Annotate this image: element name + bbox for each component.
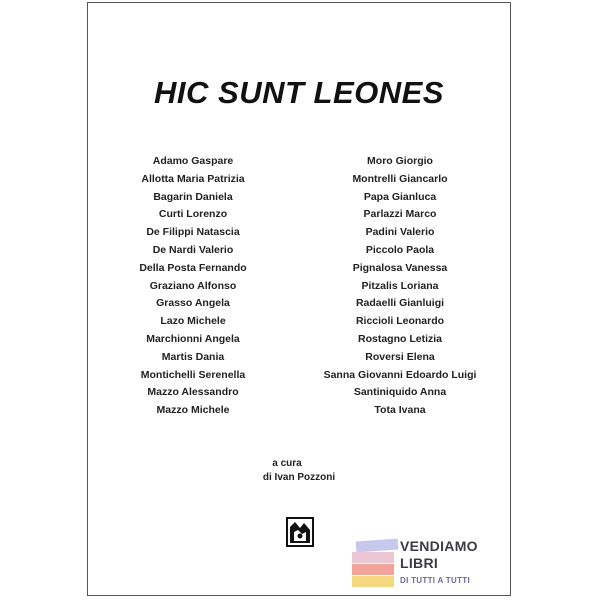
authors-right-column: [310, 153, 490, 420]
author-name: Montichelli Serenella: [140, 368, 246, 381]
author-name: Mazzo Michele: [156, 404, 230, 417]
book-cover: [87, 2, 511, 596]
author-name: Piccolo Paola: [365, 243, 435, 256]
author-name: Montrelli Giancarlo: [352, 172, 448, 185]
author-name: Pignalosa Vanessa: [352, 261, 448, 274]
author-name: Rostagno Letizia: [357, 332, 442, 345]
curator-prefix: a cura: [272, 458, 302, 469]
author-name: Curti Lorenzo: [158, 208, 228, 221]
badge-line-2: LIBRI: [400, 555, 439, 571]
curator-credit: [88, 457, 510, 485]
author-name: Padini Valerio: [365, 226, 435, 239]
author-name: Parlazzi Marco: [363, 208, 437, 221]
badge-stripe: [356, 539, 399, 553]
author-name: Mazzo Alessandro: [147, 386, 239, 399]
publisher-logo: [286, 517, 314, 547]
curator-name: di Ivan Pozzoni: [262, 472, 336, 483]
author-name: Adamo Gaspare: [152, 155, 234, 167]
author-name: Pitzalis Loriana: [361, 279, 439, 292]
author-name: Grasso Angela: [156, 297, 230, 310]
author-name: Marchionni Angela: [146, 332, 240, 345]
author-name: Moro Giorgio: [367, 155, 433, 167]
badge-stripe: [352, 552, 394, 563]
author-name: Roversi Elena: [365, 350, 435, 363]
author-name: Allotta Maria Patrizia: [141, 172, 245, 185]
badge-line-1: VENDIAMO: [400, 538, 478, 554]
author-name: De Nardi Valerio: [152, 243, 234, 256]
vendiamo-libri-badge[interactable]: [352, 538, 492, 593]
book-title: HIC SUNT LEONES: [154, 75, 444, 110]
badge-stripe: [352, 576, 394, 587]
author-name: Lazo Michele: [160, 315, 226, 328]
badge-line-3: DI TUTTI A TUTTI: [400, 576, 470, 585]
author-name: Sanna Giovanni Edoardo Luigi: [323, 368, 477, 381]
author-name: Martis Dania: [161, 350, 225, 363]
authors-left-column: [103, 153, 283, 420]
author-name: Bagarin Daniela: [153, 190, 233, 203]
badge-stripe: [352, 564, 394, 575]
author-name: Papa Gianluca: [363, 190, 437, 203]
author-name: De Filippi Natascia: [146, 226, 240, 239]
author-name: Radaelli Gianluigi: [355, 297, 445, 310]
author-name: Santiniquido Anna: [353, 386, 447, 399]
author-name: Tota Ivana: [374, 404, 426, 417]
author-name: Della Posta Fernando: [139, 261, 247, 274]
author-name: Graziano Alfonso: [149, 279, 237, 292]
author-name: Riccioli Leonardo: [355, 315, 445, 328]
